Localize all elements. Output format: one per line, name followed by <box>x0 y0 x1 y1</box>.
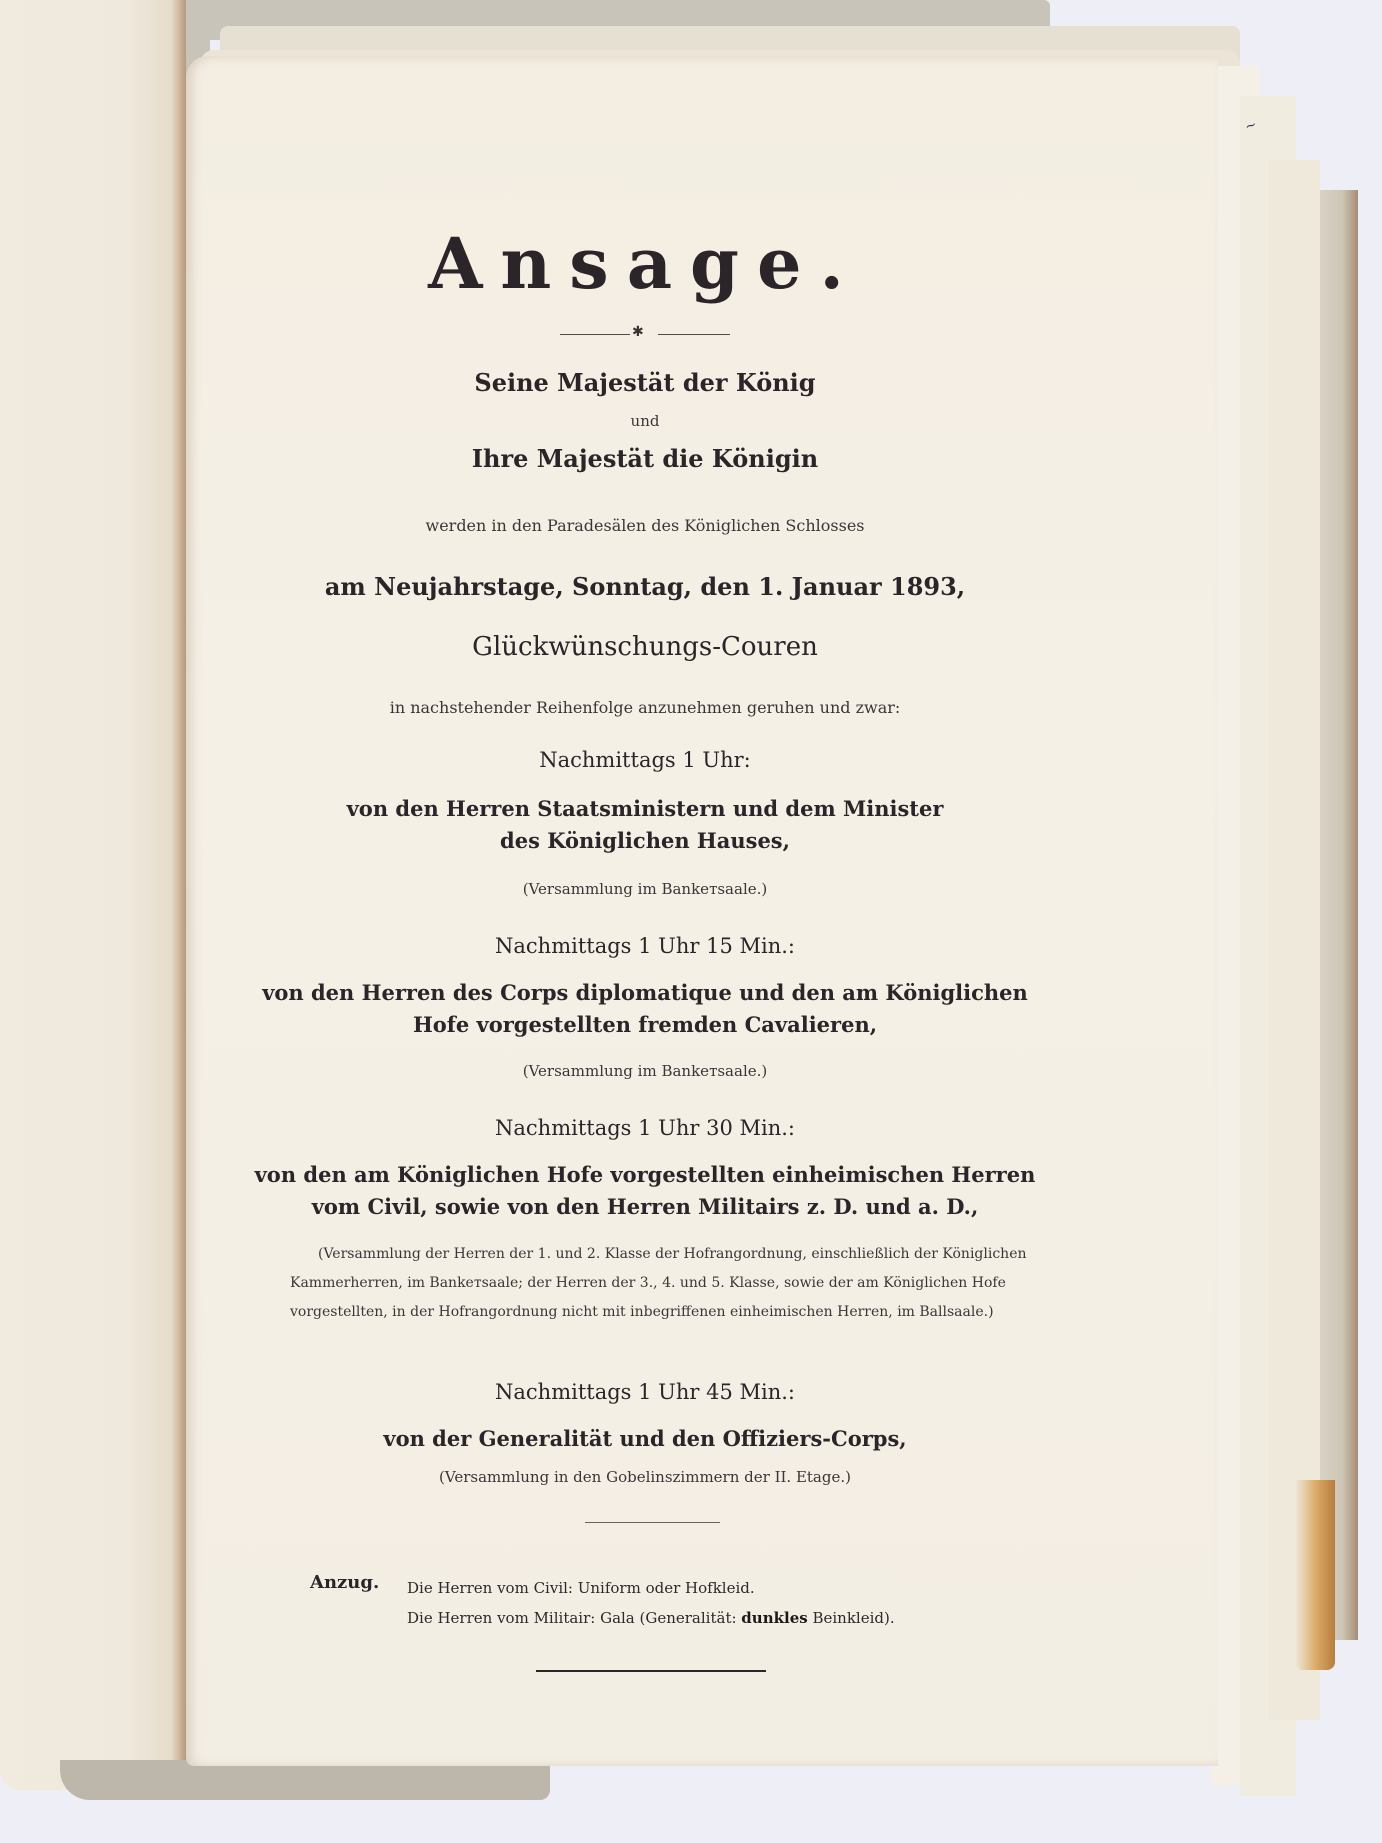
torn-cover-edge <box>1320 190 1358 1640</box>
schedule-assembly-3: (Versammlung der Herren der 1. und 2. Klasse der Hofrangordnung, einschließlich der Königlichen Kammerherren, im Bankeтsaale; der Herren der 3., 4. und 5. Klasse, sowie der am Königlichen Hofe vorgestellten, in der Hofrangordnung nicht mit inbegriffenen einheimischen Herren, im Ballsaale.) <box>290 1246 1027 1320</box>
dress-code-military: Die Herren vom Militair: Gala (Generalität: dunkles Beinkleid). <box>407 1609 895 1627</box>
dress-code-lines <box>407 1573 895 1633</box>
schedule-assembly-1: (Versammlung im Bankeтsaale.) <box>522 880 768 898</box>
location-line: werden in den Paradesälen des Königlichen Schlosses <box>425 516 865 535</box>
event-line: Glückwünschungs-Couren <box>472 632 818 662</box>
schedule-time-2: Nachmittags 1 Uhr 15 Min.: <box>495 934 795 958</box>
dress-code-label: Anzug. <box>310 1572 380 1593</box>
main-page <box>186 56 1218 1766</box>
stained-page-edge <box>1295 1480 1335 1670</box>
schedule-guests-4a: von der Generalität und den Offiziers-Corps, <box>383 1426 907 1451</box>
order-line: in nachstehender Reihenfolge anzunehmen geruhen und zwar: <box>389 698 901 717</box>
schedule-guests-2b: Hofe vorgestellten fremden Cavalieren, <box>412 1012 878 1037</box>
closing-rule <box>536 1670 766 1672</box>
date-line: am Neujahrstage, Sonntag, den 1. Januar 1893, <box>324 572 966 601</box>
margin-pen-mark: ~ <box>1242 116 1260 136</box>
und-line: und <box>630 412 660 430</box>
schedule-time-4: Nachmittags 1 Uhr 45 Min.: <box>495 1380 795 1404</box>
divider-line-right <box>658 334 730 335</box>
section-divider <box>585 1522 720 1523</box>
king-line: Seine Majestät der König <box>474 368 816 397</box>
schedule-guests-3a: von den am Königlichen Hofe vorgestellten einheimischen Herren <box>254 1162 1036 1187</box>
schedule-time-3: Nachmittags 1 Uhr 30 Min.: <box>495 1116 795 1140</box>
left-page <box>0 0 186 1790</box>
queen-line: Ihre Majestät die Königin <box>471 444 819 473</box>
book-cover-bottom <box>60 1760 550 1800</box>
schedule-assembly-2: (Versammlung im Bankeтsaale.) <box>522 1062 768 1080</box>
dress-code-civil: Die Herren vom Civil: Uniform oder Hofkleid. <box>407 1579 755 1597</box>
schedule-guests-2a: von den Herren des Corps diplomatique und den am Königlichen <box>262 980 1028 1005</box>
schedule-time-1: Nachmittags 1 Uhr: <box>539 748 751 772</box>
schedule-guests-1a: von den Herren Staatsministern und dem Minister <box>346 796 944 821</box>
schedule-guests-3b: vom Civil, sowie von den Herren Militairs z. D. und a. D., <box>311 1194 979 1219</box>
divider-line-left <box>560 334 630 335</box>
ornament-icon: ✱ <box>632 324 644 340</box>
schedule-assembly-4: (Versammlung in den Gobelinszimmern der II. Etage.) <box>439 1468 851 1486</box>
page-title: Ansage. <box>428 222 862 305</box>
title-divider <box>560 324 730 342</box>
schedule-guests-1b: des Königlichen Hauses, <box>500 828 790 853</box>
